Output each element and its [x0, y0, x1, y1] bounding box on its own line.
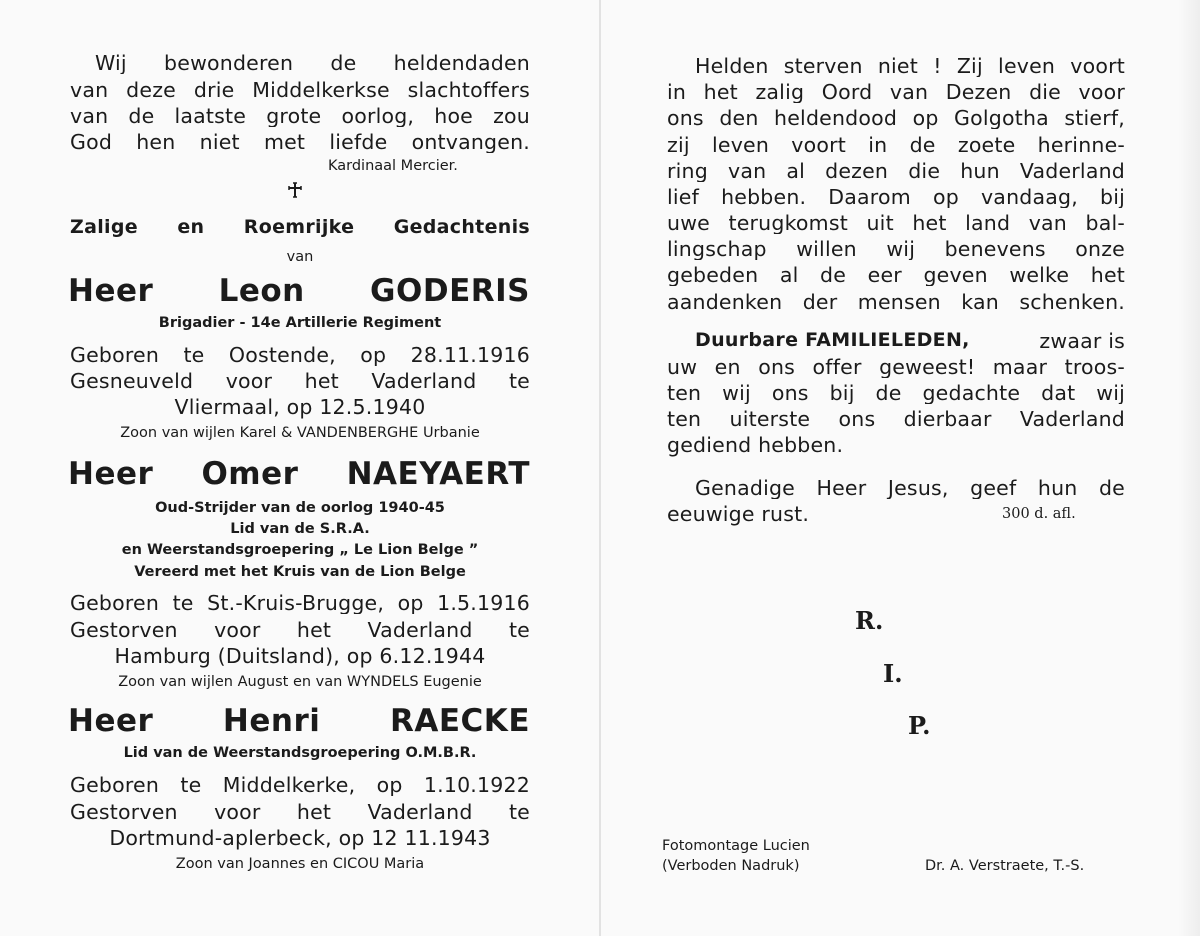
- person-subtitle: Lid van de Weerstandsgroepering O.M.B.R.: [123, 745, 477, 761]
- paragraph-lead-line: [695, 331, 1125, 352]
- person-name: Heer Leon GODERIS: [68, 276, 530, 307]
- person-subtitle: en Weerstandsgroepering „ Le Lion Belge ”: [121, 542, 479, 558]
- family-lead-rest: zwaar is: [1039, 329, 1125, 353]
- person-detail: Vliermaal, op 12.5.1940: [174, 395, 426, 419]
- person-parents: Zoon van wijlen Karel & VANDENBERGHE Urbanie: [120, 425, 480, 441]
- person-detail: Gestorven voor het Vaderland te: [70, 620, 530, 641]
- person-detail: Gestorven voor het Vaderland te: [70, 802, 530, 823]
- person-detail: Geboren te Oostende, op 28.11.1916: [70, 345, 530, 366]
- paragraph-line: lief hebben. Daarom op vandaag, bij: [667, 187, 1125, 208]
- person-detail: Hamburg (Duitsland), op 6.12.1944: [114, 644, 486, 668]
- quote-line: Wij bewonderen de heldendaden: [95, 53, 530, 74]
- person-name: Heer Omer NAEYAERT: [68, 459, 530, 490]
- quote-line: van deze drie Middelkerkse slachtoffers: [70, 80, 530, 101]
- person-parents: Zoon van Joannes en CICOU Maria: [175, 856, 425, 872]
- person-parents: Zoon van wijlen August en van WYNDELS Eugenie: [118, 674, 482, 690]
- person-subtitle: Lid van de S.R.A.: [230, 521, 370, 537]
- rip-letter: P.: [908, 711, 931, 740]
- paragraph-line: lingschap willen wij benevens onze: [667, 239, 1125, 260]
- quote-line: God hen niet met liefde ontvangen.: [70, 132, 530, 153]
- person-detail: Geboren te St.-Kruis-Brugge, op 1.5.1916: [70, 593, 530, 614]
- paragraph-line: ons den heldendood op Golgotha stierf,: [667, 108, 1125, 129]
- paragraph-line: Helden sterven niet ! Zij leven voort: [695, 56, 1125, 77]
- paragraph-line: uw en ons offer geweest! maar troos-: [667, 357, 1125, 378]
- indulgence: 300 d. afl.: [1002, 506, 1076, 522]
- heading-van: van: [286, 249, 314, 265]
- prayer-line: eeuwige rust.: [667, 502, 810, 526]
- paragraph-line: gediend hebben.: [667, 433, 844, 457]
- paragraph-line: uwe terugkomst uit het land van bal-: [667, 213, 1125, 234]
- paragraph-line: ten wij ons bij de gedachte dat wij: [667, 383, 1125, 404]
- photo-credit: (Verboden Nadruk): [662, 858, 800, 874]
- person-subtitle: Oud-Strijder van de oorlog 1940-45: [155, 500, 445, 516]
- paragraph-line: ring van al dezen die hun Vaderland: [667, 161, 1125, 182]
- person-name: Heer Henri RAECKE: [68, 706, 530, 737]
- prayer-line: Genadige Heer Jesus, geef hun de: [695, 478, 1125, 499]
- photo-credit: Fotomontage Lucien: [662, 838, 810, 854]
- rip-letter: R.: [855, 606, 884, 635]
- person-detail: Dortmund-aplerbeck, op 12 11.1943: [109, 826, 491, 850]
- person-subtitle: Vereerd met het Kruis van de Lion Belge: [134, 564, 466, 580]
- rip-letter: I.: [883, 659, 903, 688]
- person-subtitle: Brigadier - 14e Artillerie Regiment: [158, 315, 442, 331]
- family-lead: Duurbare FAMILIELEDEN,: [695, 329, 970, 351]
- person-detail: Gesneuveld voor het Vaderland te: [70, 371, 530, 392]
- heading: Zalige en Roemrijke Gedachtenis: [70, 216, 530, 238]
- person-detail: Geboren te Middelkerke, op 1.10.1922: [70, 775, 530, 796]
- paragraph-line: in het zalig Oord van Dezen die voor: [667, 82, 1125, 103]
- cross-icon: [287, 182, 303, 198]
- paragraph-line: zij leven voort in de zoete herinne-: [667, 135, 1125, 156]
- paragraph-line: gebeden al de eer geven welke het: [667, 265, 1125, 286]
- quote-line: van de laatste grote oorlog, hoe zou: [70, 106, 530, 127]
- quote-author: Kardinaal Mercier.: [328, 158, 458, 174]
- center-fold: [599, 0, 601, 936]
- paragraph-line: aandenken der mensen kan schenken.: [667, 292, 1125, 313]
- paragraph-line: ten uiterste ons dierbaar Vaderland: [667, 409, 1125, 430]
- page-edge-shadow: [1178, 0, 1200, 936]
- printer: Dr. A. Verstraete, T.-S.: [925, 858, 1085, 874]
